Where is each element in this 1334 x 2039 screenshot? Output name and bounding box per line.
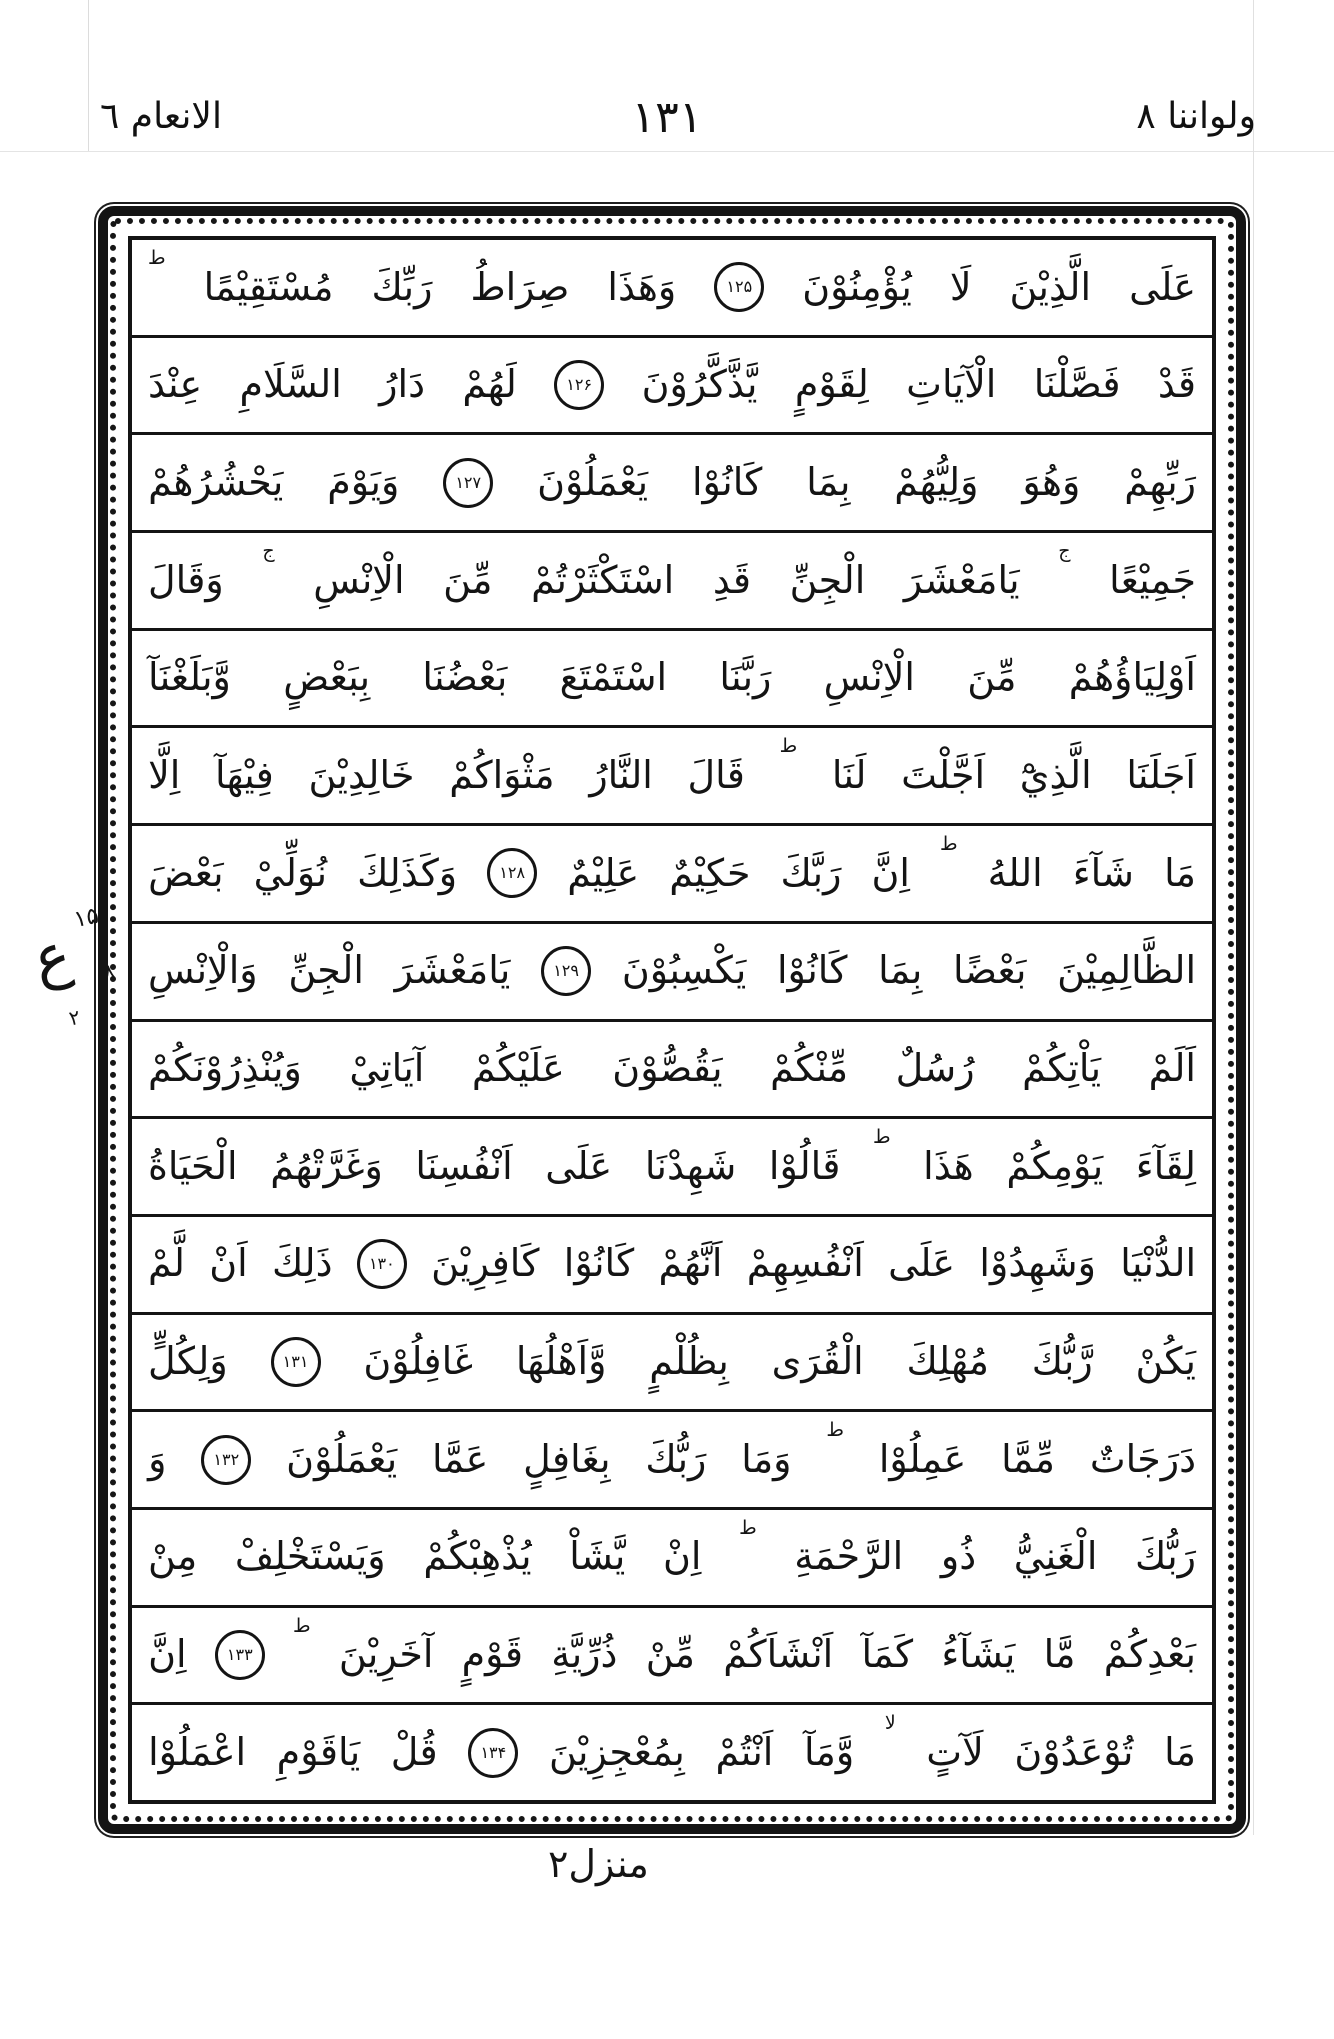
quran-word: قُلْ [390,1729,438,1774]
quran-word: يَاقَوْمِ [276,1729,361,1774]
quran-word: الَّذِيْٓ [1019,752,1092,797]
quran-line [132,1116,1212,1214]
quran-word: وَغَرَّتْهُمُ [270,1143,383,1188]
quran-word: مَا [1164,1729,1196,1774]
quran-word: شَآءَ [1072,850,1135,895]
quran-word: وَيَسْتَخْلِفْ [234,1534,386,1579]
quran-word: اَلَمْ [1148,1046,1196,1090]
quran-word: حَكِيْمٌ [669,850,751,895]
quran-word: آيَاتِيْ [349,1046,425,1090]
quran-line [132,1605,1212,1703]
quran-word: مَّا [1043,1632,1076,1677]
scan-artifact-line [88,0,89,152]
quran-word: رَبِّهِمْ [1124,459,1196,504]
quran-word: بَعْدِكُمْ [1103,1632,1196,1677]
quran-word: بِغَافِلٍ [523,1436,611,1481]
quran-word: اَنَّهُمْ [658,1241,723,1286]
quran-word: الْجِنِّ [288,948,364,993]
quran-word: الْاِنْسِ [313,557,405,602]
quran-word: كَانُوْا [691,459,763,504]
quran-word: وَّمَآ [803,1729,855,1774]
quran-word: آخَرِيْنَ [338,1632,434,1677]
quran-line [132,1214,1212,1312]
quran-word: وَلِيُّهُمْ [894,459,979,504]
quran-line [132,823,1212,921]
quran-word: رَبَّكَ [780,850,842,895]
quran-word: لَنَا [831,752,867,797]
quran-line [132,1507,1212,1605]
waqf-mark: لا [884,1712,896,1735]
quran-word: مَثْوَاكُمْ [449,752,555,797]
quran-line [132,921,1212,1019]
quran-word: دَرَجَاتٌ [1089,1436,1196,1481]
quran-word: كَافِرِيْنَ [431,1241,540,1286]
quran-word: اَجَّلْتَ [901,752,986,797]
quran-word: رَبُّكَ [1135,1534,1196,1579]
quran-word: وَهُوَ [1022,459,1081,504]
quran-word: بَعْضُنَا [422,655,508,700]
quran-word: هَذَا [923,1143,974,1188]
quran-word: شَهِدْنَا [644,1143,737,1188]
quran-word: قَدْ [1157,362,1196,407]
quran-word: وَيَوْمَ [327,459,400,504]
quran-word: مِّنْ [645,1632,695,1677]
quran-word: مِنْ [148,1534,198,1579]
verse-end-marker: ۱۲۹ [541,946,591,996]
quran-word: يَقُصُّوْنَ [612,1046,723,1090]
ruku-juz-count: ۸ [101,958,117,985]
verse-end-marker: ۱۳۴ [468,1728,518,1778]
quran-word: عَمِلُوْا [878,1436,967,1481]
quran-word: عَلَى [545,1143,613,1188]
quran-word: الْغَنِيُّ [1013,1534,1098,1579]
ruku-ain-letter: ع [27,918,77,995]
quran-word: اَوْلِيَاؤُهُمْ [1068,655,1196,700]
header-juz-label: ولواننا ۸ [1136,96,1256,137]
quran-word: اسْتَمْتَعَ [559,655,668,700]
scan-artifact-line [0,151,1334,152]
quran-word: جَمِيْعًا [1109,557,1196,602]
scan-artifact-line [1253,0,1254,1835]
quran-word: قَوْمٍ [461,1632,523,1677]
quran-word: اَنْتُمْ [715,1729,774,1774]
quran-word: وَقَالَ [148,557,224,602]
quran-word: يُذْهِبْكُمْ [423,1534,532,1579]
quran-word: اِنَّ [871,850,910,895]
quran-word: يَشَآءُ [941,1632,1016,1677]
quran-word: ذُرِّيَّةِ [551,1632,618,1677]
header-page-number: ۱۳۱ [631,92,703,143]
quran-line [132,1702,1212,1800]
quran-word: اِنَّ [148,1632,187,1677]
quran-line [132,1019,1212,1117]
quran-line [132,335,1212,433]
quran-word: عَلِيْمٌ [567,850,640,895]
quran-word: الْحَيَاةُ [148,1143,238,1188]
quran-word: اَنْشَاَكُمْ [723,1632,834,1677]
waqf-mark: ط [873,1126,891,1149]
quran-word: بِمَا [806,459,851,504]
quran-frame [98,206,1246,1834]
quran-word: وَكَذَلِكَ [357,850,458,895]
quran-word: نُوَلِّيْ [253,850,328,895]
quran-word: الدُّنْيَا [1120,1241,1196,1286]
quran-line [132,628,1212,726]
quran-word: يَّشَاْ [569,1534,626,1579]
quran-line [132,1409,1212,1507]
verse-end-marker: ۱۲۵ [714,262,764,312]
quran-word: بَعْضًا [953,948,1027,993]
quran-word: كَانُوْا [563,1241,635,1286]
quran-word: الْآيَاتِ [906,362,997,407]
quran-word: مِّنَ [967,655,1017,700]
quran-word: اَنْ [209,1241,248,1286]
verse-end-marker: ۱۳۱ [271,1337,321,1387]
quran-word: وَمَا [741,1436,792,1481]
waqf-mark: ج [1058,540,1071,563]
quran-word: لَّمْ [148,1241,185,1286]
quran-word: مِّنَ [443,557,493,602]
quran-word: فَصَّلْنَا [1033,362,1121,407]
waqf-mark: ط [826,1419,844,1442]
verse-end-marker: ۱۳۳ [215,1630,265,1680]
quran-lines [128,236,1216,1804]
quran-word: صِرَاطُ [470,264,570,309]
quran-word: السَّلَامِ [239,362,342,407]
quran-word: غَافِلُوْنَ [363,1339,474,1384]
quran-word: الرَّحْمَةِ [794,1534,904,1579]
quran-word: النَّارُ [589,752,653,797]
quran-word: ذُو [940,1534,977,1579]
verse-end-marker: ۱۲۸ [487,848,537,898]
quran-word: وَيُنْذِرُوْنَكُمْ [148,1046,302,1090]
quran-word: اِنْ [662,1534,702,1579]
waqf-mark: ط [293,1614,311,1637]
quran-word: الظَّالِمِيْنَ [1057,948,1196,993]
quran-word: مُسْتَقِيْمًا [203,264,334,309]
quran-word: مِّمَّا [1001,1436,1056,1481]
waqf-mark: ط [739,1516,757,1539]
quran-word: يَكْسِبُوْنَ [621,948,747,993]
quran-word: يَامَعْشَرَ [903,557,1020,602]
quran-word: كَمَآ [861,1632,914,1677]
quran-line [132,530,1212,628]
quran-word: اَنْفُسِنَا [415,1143,513,1188]
quran-word: قَالَ [687,752,745,797]
quran-word: يَوْمِكُمْ [1006,1143,1104,1188]
quran-word: اسْتَكْثَرْتُمْ [531,557,675,602]
manzil-label: منزل۲ [548,1842,649,1886]
quran-word: رُسُلٌ [895,1046,975,1090]
quran-word: رَبَّنَا [719,655,772,700]
quran-word: لَا [949,264,972,309]
quran-word: يُؤْمِنُوْنَ [802,264,912,309]
quran-word: وَالْاِنْسِ [148,948,258,993]
quran-word: الْاِنْسِ [823,655,915,700]
quran-word: وَّاَهْلُهَا [515,1339,607,1384]
quran-word: عِنْدَ [148,362,203,407]
quran-line [132,240,1212,335]
verse-end-marker: ۱۲۶ [554,360,604,410]
quran-word: دَارُ [379,362,426,407]
quran-word: عَلَى [1129,264,1196,309]
quran-word: بِمُعْجِزِيْنَ [548,1729,685,1774]
quran-word: بِبَعْضٍ [283,655,371,700]
verse-end-marker: ۱۳۲ [201,1435,251,1485]
quran-word: رَّبُّكَ [1031,1339,1093,1384]
ruku-surah-count: ۱۵ [71,902,102,934]
quran-word: الَّذِيْنَ [1009,264,1092,309]
quran-word: لَهُمْ [462,362,517,407]
quran-word: قَالُوْا [768,1143,841,1188]
quran-word: يَعْمَلُوْنَ [537,459,649,504]
quran-word: يَحْشُرُهُمْ [148,459,284,504]
quran-word: وَّبَلَغْنَآ [148,655,231,700]
quran-word: رَبِّكَ [371,264,433,309]
quran-word: تُوْعَدُوْنَ [1014,1729,1134,1774]
quran-word: اعْمَلُوْا [148,1729,247,1774]
quran-word: اللهُ [987,850,1043,895]
header-surah-label: الانعام ٦ [100,96,222,137]
quran-word: رَبُّكَ [645,1436,707,1481]
waqf-mark: ط [940,833,958,856]
waqf-mark: ج [262,540,275,563]
quran-word: مِّنْكُمْ [770,1046,849,1090]
quran-word: وَ [148,1436,167,1481]
frame-decoration [110,218,1234,1822]
quran-word: وَلِكُلٍّ [148,1339,228,1384]
quran-word: بَعْضَ [148,850,224,895]
quran-word: الْجِنِّ [789,557,866,602]
quran-word: يَامَعْشَرَ [394,948,511,993]
waqf-mark: ط [148,247,166,269]
quran-word: عَلَيْكُمْ [471,1046,565,1090]
quran-word: الْقُرَى [771,1339,864,1384]
quran-line [132,432,1212,530]
quran-word: وَشَهِدُوْا [979,1241,1096,1286]
quran-word: مَا [1164,850,1196,895]
quran-word: يَّذَّكَّرُوْنَ [641,362,758,407]
quran-word: بِمَا [878,948,923,993]
quran-word: لِقَوْمٍ [794,362,869,407]
ruku-verse-count: ۲ [66,1004,83,1031]
quran-word: اَجَلَنَا [1126,752,1196,797]
waqf-mark: ط [779,735,798,758]
quran-word: ذَلِكَ [272,1241,333,1286]
quran-word: وَهَذَا [607,264,677,309]
quran-word: فِيْهَآ [215,752,274,797]
quran-word: عَلَى [888,1241,956,1286]
verse-end-marker: ۱۳۰ [357,1239,407,1289]
quran-word: قَدِ [712,557,752,602]
quran-word: عَمَّا [432,1436,489,1481]
quran-word: لَآتٍ [926,1729,984,1774]
quran-word: لِقَآءَ [1135,1143,1196,1188]
quran-word: يَعْمَلُوْنَ [286,1436,398,1481]
quran-word: يَكُنْ [1135,1339,1196,1384]
verse-end-marker: ۱۲۷ [443,458,493,508]
quran-line [132,1312,1212,1410]
quran-word: بِظُلْمٍ [649,1339,729,1384]
quran-word: يَاْتِكُمْ [1022,1046,1102,1090]
quran-word: اِلَّا [148,752,181,797]
quran-word: كَانُوْا [777,948,848,993]
quran-word: مُهْلِكَ [906,1339,989,1384]
quran-word: اَنْفُسِهِمْ [746,1241,864,1286]
quran-word: خَالِدِيْنَ [308,752,415,797]
quran-line [132,725,1212,823]
